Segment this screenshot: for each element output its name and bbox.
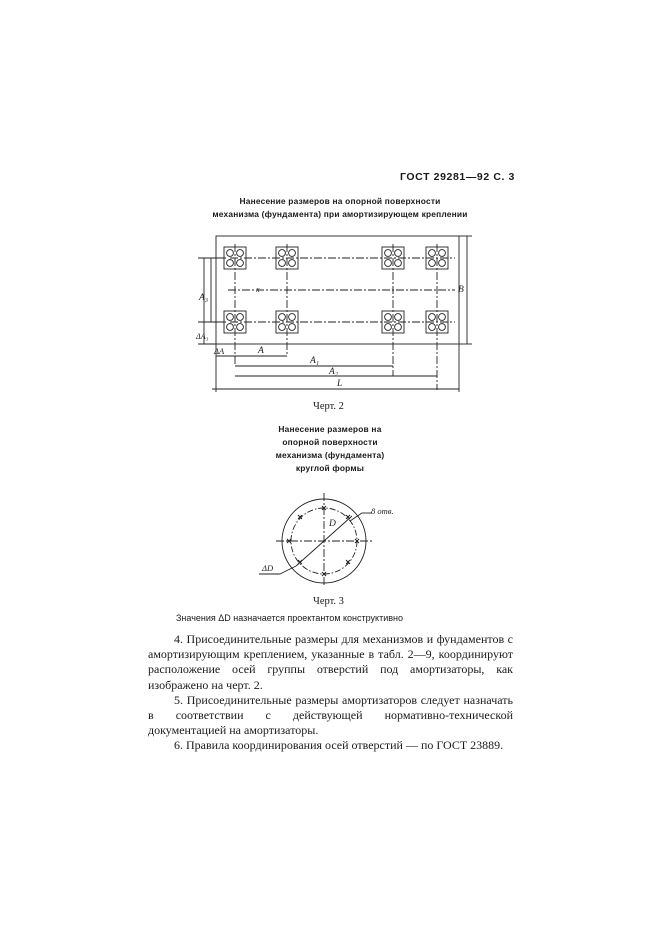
figure-3-caption-line-1: Нанесение размеров на	[278, 424, 382, 434]
figure-2-caption	[190, 195, 490, 221]
figure-2-drawing	[185, 228, 485, 396]
figure-2-number: Черт. 2	[313, 401, 344, 412]
label-a3: A₃	[199, 293, 209, 303]
paragraph-6: 6. Правила координирования осей отверстий — по ГОСТ 23889.	[174, 738, 504, 753]
label-x: x	[256, 285, 260, 294]
label-delta-d: ΔD	[262, 563, 274, 573]
figure-3-note: Значения ΔD назначается проектантом конструктивно	[176, 613, 403, 623]
figure-3-caption	[240, 423, 420, 475]
label-l: L	[337, 379, 343, 389]
figure-2-caption-line-1: Нанесение размеров на опорной поверхности	[239, 196, 441, 206]
label-delta-a3: ΔA₃	[196, 332, 209, 341]
label-d: D	[329, 519, 336, 529]
figure-3-drawing	[255, 485, 415, 585]
figure-2-caption-line-2: механизма (фундамента) при амортизирующем креплении	[212, 209, 468, 219]
label-a2: A₂	[329, 367, 339, 377]
figure-3-number: Черт. 3	[313, 596, 344, 607]
paragraph-4: 4. Присоединительные размеры для механизмов и фундаментов с амортизирующим креплением, указанные в табл. 2—9, координируют расположение осей группы отверстий под амортизаторы, как изображено на черт. 2.	[148, 632, 513, 692]
body-text	[148, 632, 513, 754]
label-a: A	[258, 346, 264, 356]
figure-3-caption-line-4: круглой формы	[295, 463, 365, 473]
page-header: ГОСТ 29281—92 С. 3	[400, 171, 515, 183]
figure-3-caption-line-3: механизма (фундамента)	[275, 450, 385, 460]
figure-3-caption-line-2: опорной поверхности	[282, 437, 378, 447]
label-b: B	[458, 285, 464, 295]
label-a1: A₁	[310, 356, 320, 366]
paragraph-5: 5. Присоединительные размеры амортизаторов следует назначать в соответствии с действующей нормативно-технической документацией на амортизаторы.	[148, 692, 513, 738]
label-holes: 8 отв.	[371, 506, 394, 516]
label-delta-a: ΔA	[214, 346, 225, 356]
